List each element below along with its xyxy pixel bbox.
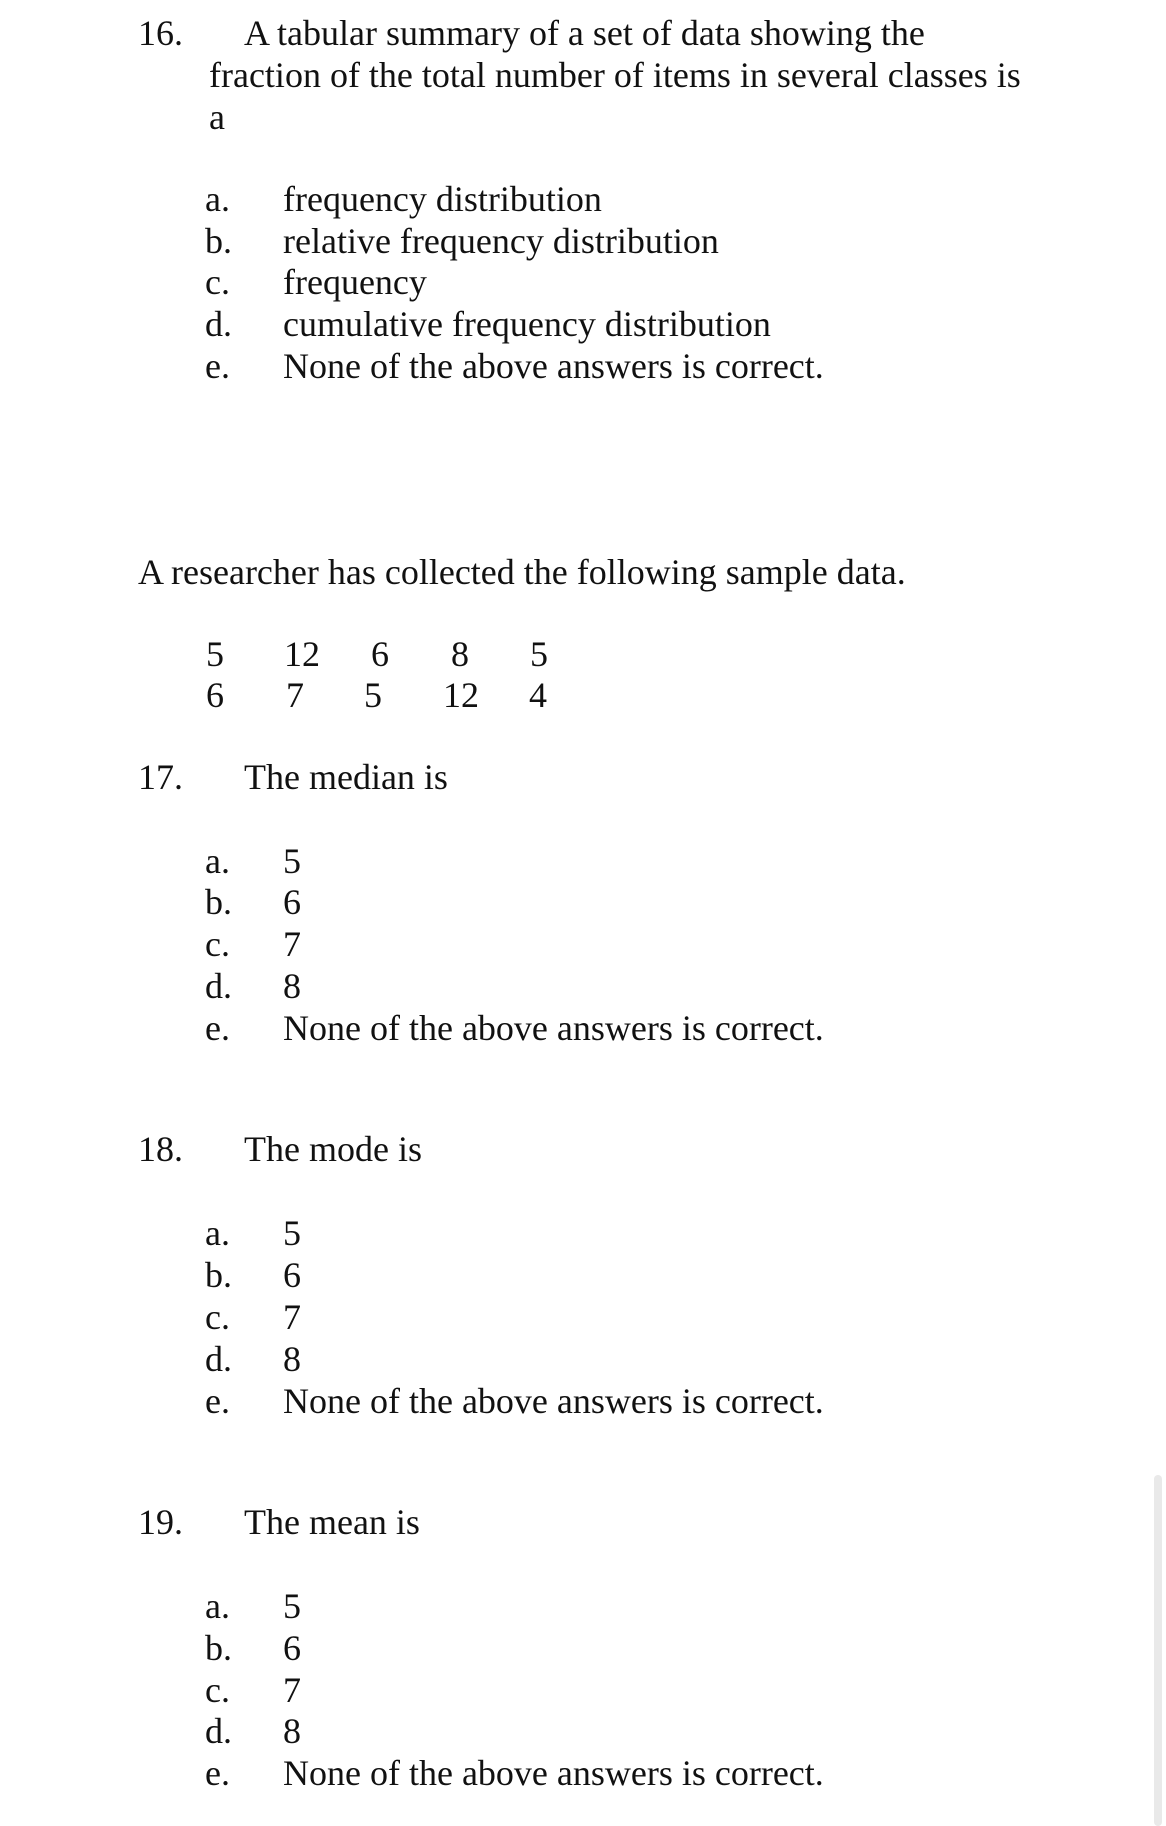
question-stem: a bbox=[209, 97, 225, 137]
option-letter: d. bbox=[205, 966, 232, 1006]
question-stem: The mean is bbox=[244, 1502, 420, 1542]
question-stem: The median is bbox=[244, 757, 448, 797]
data-value: 6 bbox=[206, 675, 224, 715]
data-value: 12 bbox=[284, 634, 320, 674]
option-c: 7 bbox=[283, 1670, 301, 1710]
question-number: 17. bbox=[138, 757, 183, 797]
option-b: 6 bbox=[283, 1628, 301, 1668]
option-letter: c. bbox=[205, 924, 230, 964]
option-letter: d. bbox=[205, 1339, 232, 1379]
option-b: 6 bbox=[283, 882, 301, 922]
option-letter: e. bbox=[205, 346, 230, 386]
question-stem: fraction of the total number of items in several classes is bbox=[209, 55, 1021, 95]
option-letter: e. bbox=[205, 1381, 230, 1421]
option-a: frequency distribution bbox=[283, 179, 602, 219]
option-e: None of the above answers is correct. bbox=[283, 1381, 824, 1421]
option-letter: c. bbox=[205, 262, 230, 302]
intro-text: A researcher has collected the following sample data. bbox=[138, 552, 906, 592]
option-d: 8 bbox=[283, 1711, 301, 1751]
option-letter: d. bbox=[205, 1711, 232, 1751]
option-d: cumulative frequency distribution bbox=[283, 304, 771, 344]
question-number: 19. bbox=[138, 1502, 183, 1542]
option-e: None of the above answers is correct. bbox=[283, 346, 824, 386]
data-value: 5 bbox=[206, 634, 224, 674]
option-c: 7 bbox=[283, 1297, 301, 1337]
option-letter: e. bbox=[205, 1753, 230, 1793]
option-letter: a. bbox=[205, 1213, 230, 1253]
option-b: relative frequency distribution bbox=[283, 221, 719, 261]
option-d: 8 bbox=[283, 1339, 301, 1379]
option-letter: a. bbox=[205, 1586, 230, 1626]
option-a: 5 bbox=[283, 1586, 301, 1626]
data-value: 4 bbox=[529, 675, 547, 715]
data-value: 6 bbox=[371, 634, 389, 674]
option-letter: d. bbox=[205, 304, 232, 344]
option-d: 8 bbox=[283, 966, 301, 1006]
option-letter: b. bbox=[205, 1255, 232, 1295]
data-value: 8 bbox=[451, 634, 469, 674]
vertical-scrollbar[interactable] bbox=[1154, 1475, 1162, 1826]
option-b: 6 bbox=[283, 1255, 301, 1295]
option-letter: c. bbox=[205, 1297, 230, 1337]
data-value: 12 bbox=[443, 675, 479, 715]
option-letter: b. bbox=[205, 1628, 232, 1668]
question-number: 16. bbox=[138, 13, 183, 53]
data-value: 5 bbox=[530, 634, 548, 674]
question-stem: A tabular summary of a set of data showing the bbox=[244, 13, 925, 53]
question-stem: The mode is bbox=[244, 1129, 422, 1169]
option-e: None of the above answers is correct. bbox=[283, 1008, 824, 1048]
option-letter: b. bbox=[205, 221, 232, 261]
option-c: frequency bbox=[283, 262, 427, 302]
option-a: 5 bbox=[283, 841, 301, 881]
option-e: None of the above answers is correct. bbox=[283, 1753, 824, 1793]
data-value: 7 bbox=[286, 675, 304, 715]
option-letter: a. bbox=[205, 179, 230, 219]
option-letter: b. bbox=[205, 882, 232, 922]
question-number: 18. bbox=[138, 1129, 183, 1169]
option-letter: e. bbox=[205, 1008, 230, 1048]
option-c: 7 bbox=[283, 924, 301, 964]
option-letter: c. bbox=[205, 1670, 230, 1710]
option-a: 5 bbox=[283, 1213, 301, 1253]
option-letter: a. bbox=[205, 841, 230, 881]
data-value: 5 bbox=[364, 675, 382, 715]
